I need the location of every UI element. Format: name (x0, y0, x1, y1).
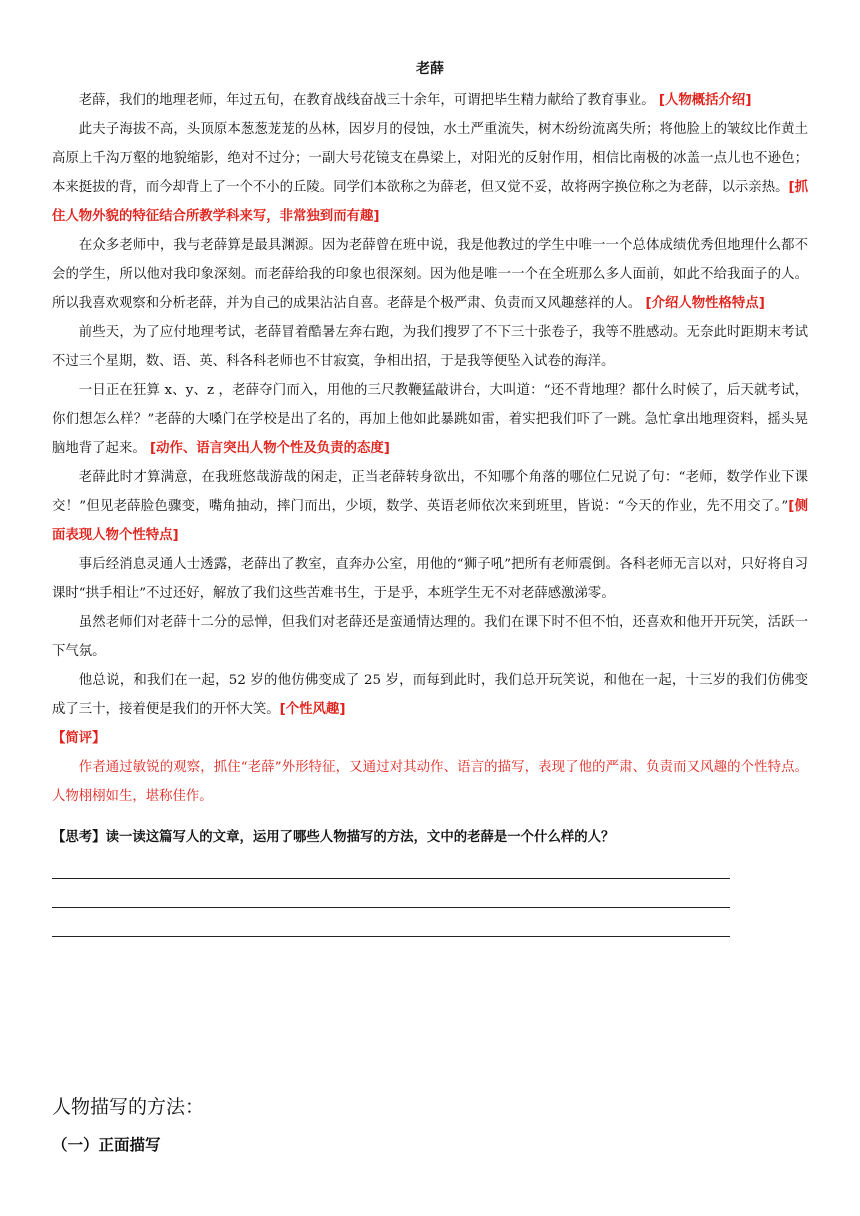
paragraph-text: 一日正在狂算 x、y、z ，老薛夺门而入，用他的三尺教鞭猛敲讲台，大叫道：“还不背地理？都什么时候了，后天就考试，你们想怎么样？”老薛的大嗓门在学校是出了名的，再加上他如此暴跳如雷，着实把我们吓了一跳。急忙拿出地理资料，摇头晃脑地背了起来。 (52, 383, 808, 456)
paragraph-text: 虽然老师们对老薛十二分的忌惮，但我们对老薛还是蛮通情达理的。我们在课下时不但不怕，还喜欢和他开开玩笑，活跃一下气氛。 (52, 615, 808, 659)
paragraph (52, 376, 808, 463)
paragraph (52, 231, 808, 318)
paragraph-text: 此夫子海拔不高，头顶原本葱葱茏茏的丛林，因岁月的侵蚀，水土严重流失，树木纷纷流离失所；将他脸上的皱纹比作黄土高原上千沟万壑的地貌缩影，绝对不过分；一副大号花镜支在鼻梁上，对阳光的反射作用，相信比南极的冰盖一点儿也不逊色；本来挺拔的背，而今却背上了一个不小的丘陵。同学们本欲称之为薛老，但又觉不妥，故将两字换位称之为老薛，以示亲热。 (52, 122, 808, 195)
paragraph-annotation: [侧面表现人物个性特点] (52, 499, 808, 543)
paragraph (52, 86, 808, 115)
methods-subheading: （一）正面描写 (52, 1136, 161, 1154)
paragraph-text: 在众多老师中，我与老薛算是最具渊源。因为老薛曾在班中说，我是他教过的学生中唯一一个总体成绩优秀但地理什么都不会的学生，所以他对我印象深刻。而老薛给我的印象也很深刻。因为他是唯一一个在全班那么多人面前，如此不给我面子的人。所以我喜欢观察和分析老薛，并为自己的成果沾沾自喜。老薛是个极严肃、负责而又风趣慈祥的人。 (52, 238, 808, 311)
paragraph-annotation: [人物概括介绍] (658, 93, 752, 108)
paragraph (52, 608, 808, 666)
paragraph-text: 事后经消息灵通人士透露，老薛出了教室，直奔办公室，用他的“狮子吼”把所有老师震倒。各科老师无言以对，只好将自习课时“拱手相让”不过还好，解放了我们这些苦难书生，于是乎，本班学生无不对老薛感激涕零。 (52, 557, 808, 601)
think-question (52, 826, 808, 850)
paragraph (52, 115, 808, 231)
methods-section (52, 1092, 204, 1155)
document-body (52, 58, 808, 937)
paragraph-annotation: [介绍人物性格特点] (645, 296, 765, 311)
paragraph-text: 他总说，和我们在一起，52 岁的他仿佛变成了 25 岁，而每到此时，我们总开玩笑说，和他在一起，十三岁的我们仿佛变成了三十，接着便是我们的开怀大笑。 (52, 673, 808, 717)
review-heading: 【简评】 (52, 731, 106, 746)
paragraph (52, 666, 808, 724)
answer-line[interactable] (52, 879, 730, 908)
page-title: 老薛 (416, 61, 444, 77)
think-question-text: 读一读这篇写人的文章，运用了哪些人物描写的方法，文中的老薛是一个什么样的人？ (105, 830, 615, 845)
paragraph-annotation: [个性风趣] (279, 702, 346, 717)
review-text: 作者通过敏锐的观察，抓住“老薛”外形特征，又通过对其动作、语言的描写，表现了他的严肃、负责而又风趣的个性特点。人物栩栩如生，堪称佳作。 (52, 760, 808, 804)
answer-line[interactable] (52, 850, 730, 879)
paragraph-text: 老薛，我们的地理老师，年过五旬，在教育战线奋战三十余年，可谓把毕生精力献给了教育事业。 (78, 93, 655, 108)
paragraph-annotation: [抓住人物外貌的特征结合所教学科来写，非常独到而有趣] (52, 180, 808, 224)
paragraph (52, 318, 808, 376)
paragraph-text: 前些天，为了应付地理考试，老薛冒着酷暑左奔右跑，为我们搜罗了不下三十张卷子，我等不胜感动。无奈此时距期末考试不过三个星期，数、语、英、科各科老师也不甘寂寞，争相出招，于是我等便坠入试卷的海洋。 (52, 325, 808, 369)
paragraph-annotation: [动作、语言突出人物个性及负责的态度] (150, 441, 390, 456)
answer-line[interactable] (52, 908, 730, 937)
think-label: 【思考】 (52, 830, 106, 845)
paragraph (52, 463, 808, 550)
methods-heading: 人物描写的方法： (52, 1096, 205, 1118)
paragraph (52, 550, 808, 608)
paragraph-text: 老薛此时才算满意，在我班悠哉游哉的闲走，正当老薛转身欲出，不知哪个角落的哪位仁兄说了句：“老师，数学作业下课交！”但见老薛脸色骤变，嘴角抽动，摔门而出，少顷，数学、英语老师依次来到班里，皆说：“今天的作业，先不用交了。” (52, 470, 808, 514)
